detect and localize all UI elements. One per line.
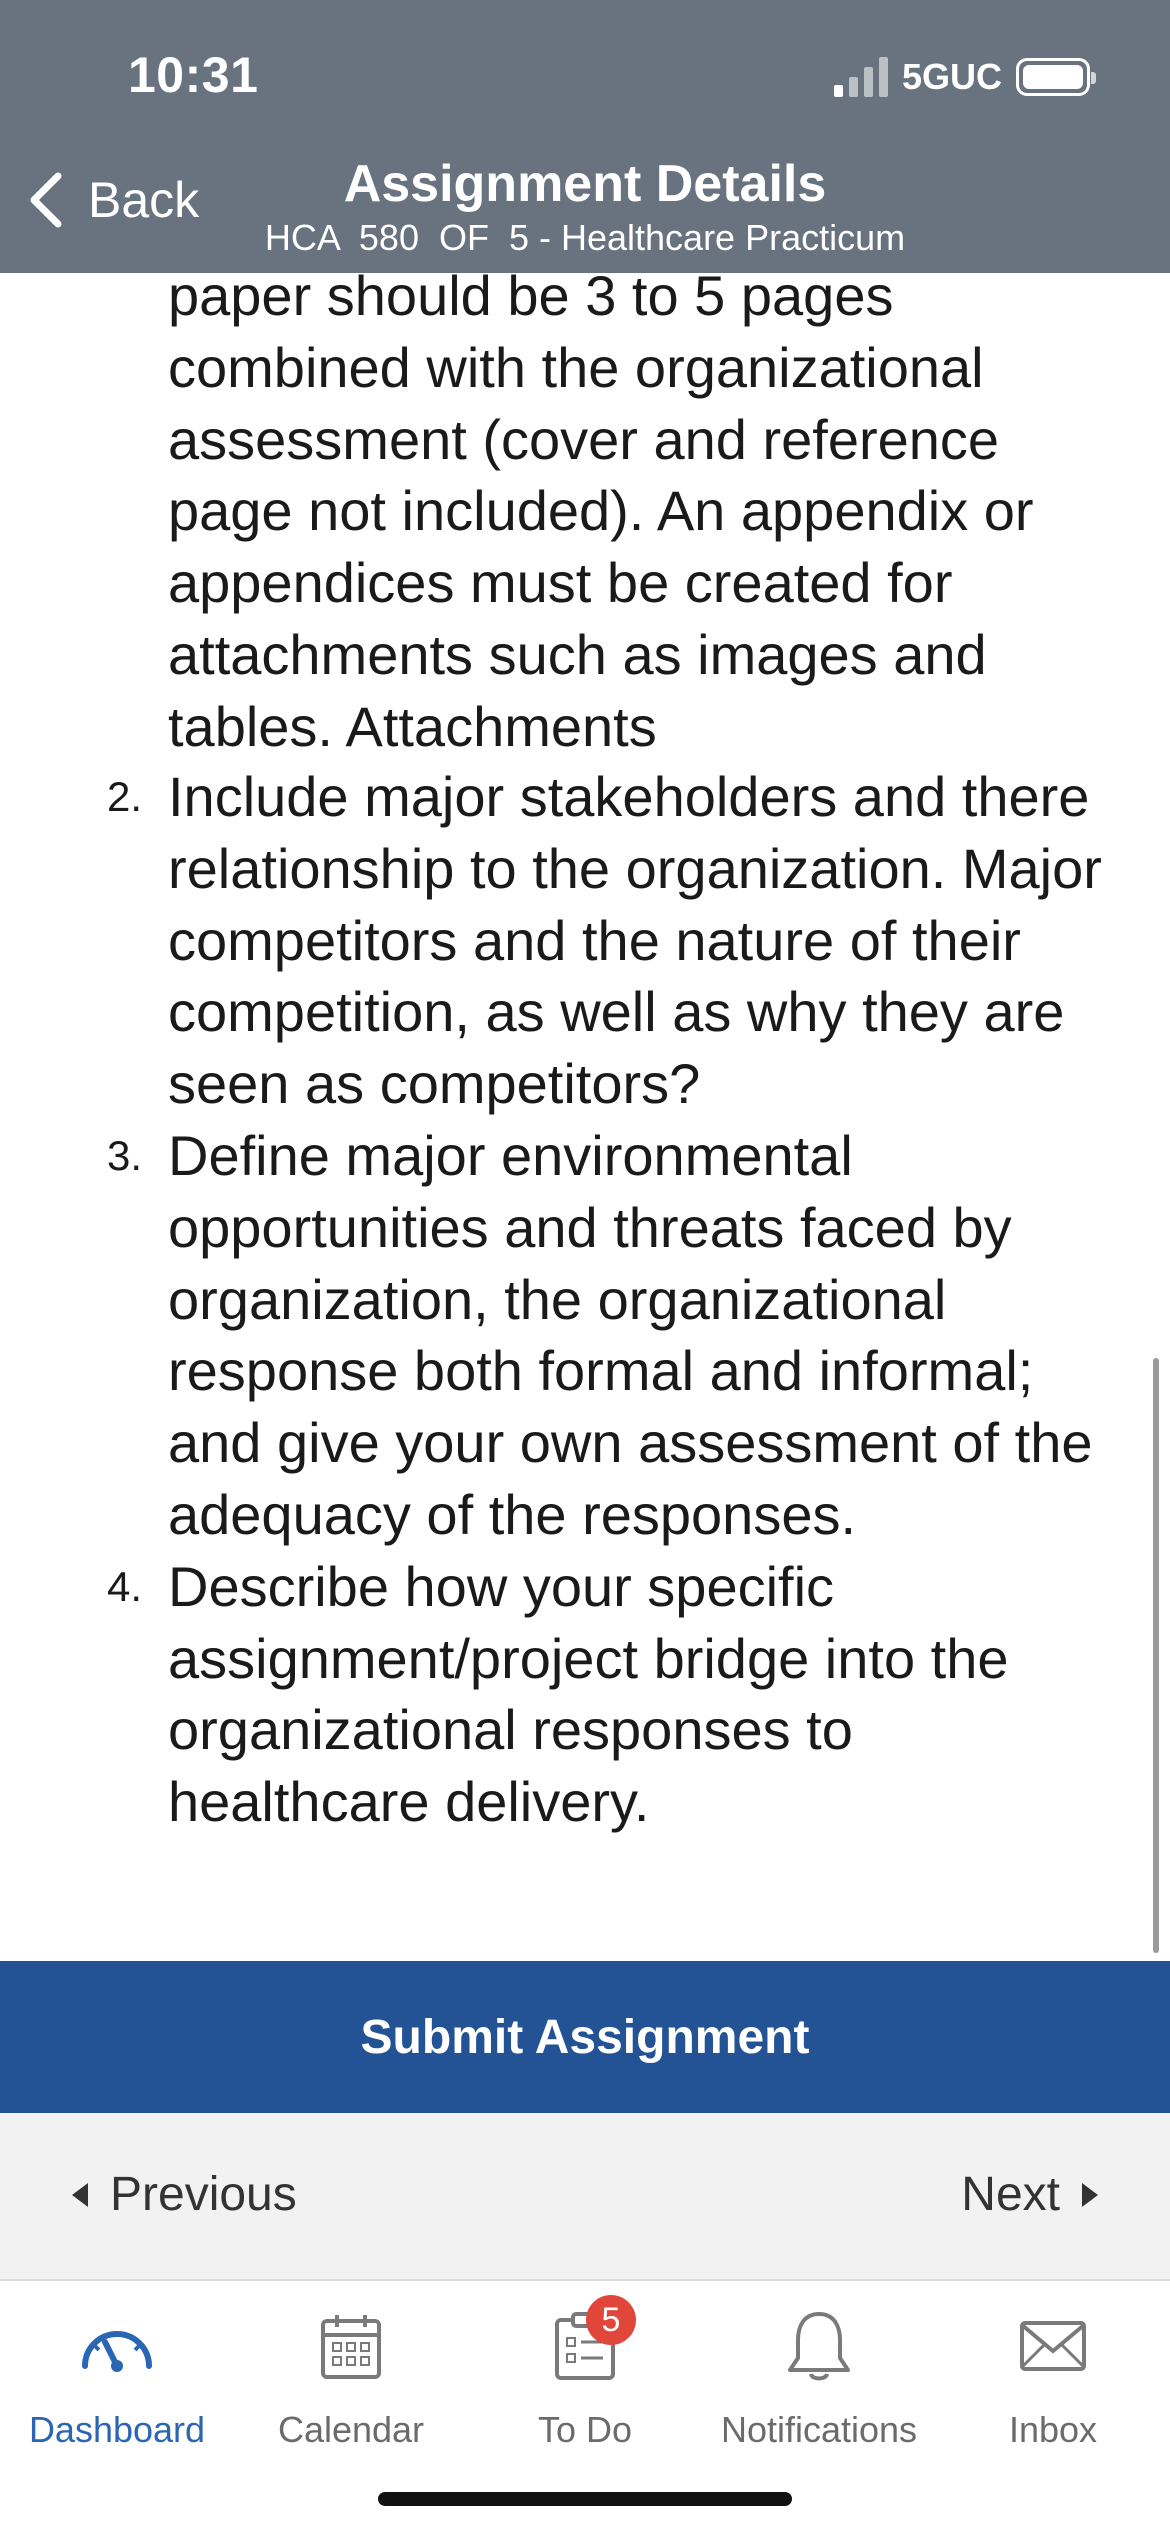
caret-right-icon [1082,2183,1098,2207]
previous-button[interactable] [72,2167,297,2222]
caret-left-icon [72,2183,88,2207]
next-button[interactable] [961,2167,1098,2222]
list-item [0,1120,1170,1551]
list-number: 3. [107,1131,143,1179]
tab-label: Calendar [277,2409,425,2450]
scrollbar[interactable] [1153,1358,1159,1953]
previous-label: Previous [110,2168,297,2221]
back-label: Back [88,172,200,228]
list-number: 2. [107,773,143,820]
todo-count-badge: 5 [586,2295,636,2345]
tab-calendar[interactable] [234,2301,468,2451]
status-indicators [834,56,1090,98]
next-label: Next [961,2168,1060,2221]
requirements-list [0,761,1170,1838]
home-indicator[interactable] [378,2492,792,2506]
tab-label: Notifications [720,2409,918,2450]
tab-inbox[interactable] [936,2301,1170,2451]
pager-bar [0,2113,1170,2281]
list-item [0,761,1170,1120]
description-paragraph: paper should be 3 to 5 pages combined with the organizational assessment (cover and reference page not included). An appendix or appendices must be created for attachments such as images and tables. Attachments [168,273,1034,758]
list-text: Describe how your specific assignment/project bridge into the organizational responses to healthcare delivery. [168,1554,1009,1834]
list-text: Define major environmental opportunities and threats faced by organization, the organizational response both formal and informal; and give your own assessment of the adequacy of the responses. [168,1123,1093,1546]
header [0,0,1170,273]
signal-icon [834,57,888,97]
tab-label: Inbox [1008,2409,1098,2450]
course-subtitle: HCA 580 OF 5 - Healthcare Practicum [264,217,906,258]
battery-icon [1016,58,1090,96]
mail-icon [1008,2301,1098,2391]
todo-icon [540,2301,630,2391]
tab-label: To Do [537,2409,633,2450]
assignment-content[interactable] [0,273,1170,1961]
title-block [0,153,1170,261]
list-text: Include major stakeholders and there relationship to the organization. Major competitors and the nature of their competition, as well as why they are seen as competitors? [168,765,1102,1116]
tab-label: Dashboard [28,2409,206,2450]
list-number: 4. [107,1562,143,1610]
bell-icon [774,2301,864,2391]
list-item [0,1551,1170,1838]
calendar-icon [306,2301,396,2391]
tab-dashboard[interactable] [0,2301,234,2451]
dashboard-icon [72,2301,162,2391]
tab-bar [0,2283,1170,2532]
tab-todo[interactable] [468,2301,702,2451]
network-label: 5GUC [901,56,1002,97]
page-title: Assignment Details [343,155,827,213]
submit-assignment-button[interactable]: Submit Assignment [0,1961,1170,2113]
tab-notifications[interactable] [702,2301,936,2451]
status-time: 10:31 [128,47,259,103]
